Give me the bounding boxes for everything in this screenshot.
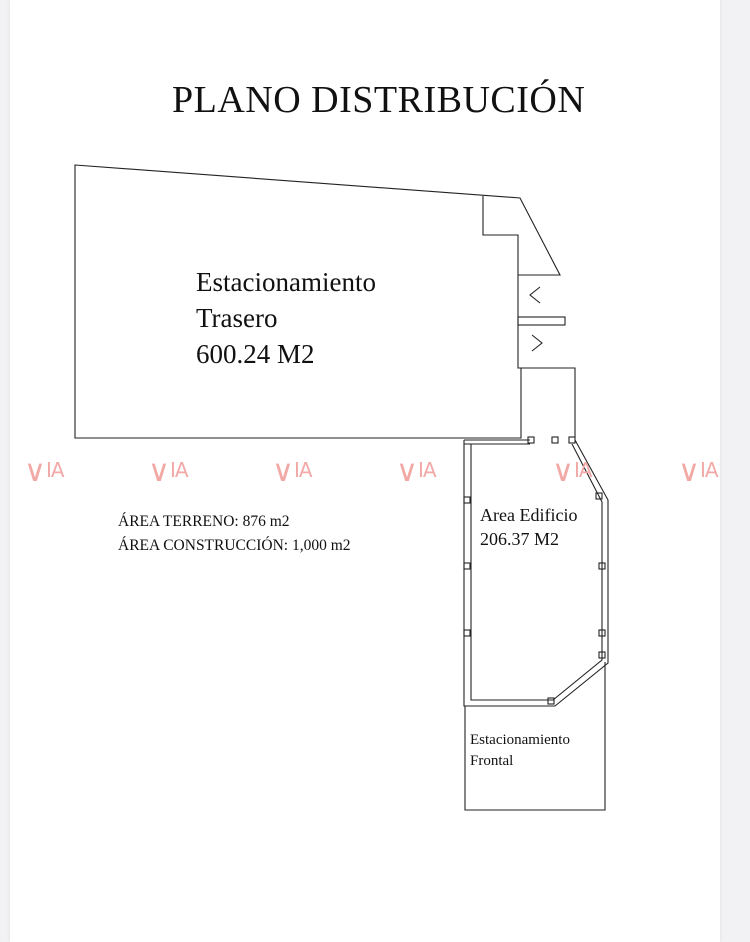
rear-parking-label — [196, 264, 376, 372]
watermark-logo: ∨IA — [396, 454, 436, 489]
area-summary — [118, 510, 351, 558]
watermark-logo: ∨IA — [24, 454, 64, 489]
construction-area-text: ÁREA CONSTRUCCIÓN: 1,000 m2 — [118, 537, 351, 554]
rear-parking-name-line2: Trasero — [196, 303, 278, 333]
watermark-logo: ∨IA — [678, 454, 718, 489]
plan-title: PLANO DISTRIBUCIÓN — [172, 79, 586, 121]
land-area-text: ÁREA TERRENO: 876 m2 — [118, 513, 290, 530]
gate-arrow-right-icon — [532, 335, 542, 351]
rear-parking-name-line1: Estacionamiento — [196, 267, 376, 297]
building-label — [480, 503, 577, 551]
access-corridor-outline — [521, 368, 575, 438]
rear-parking-notch — [483, 196, 518, 275]
watermark-logo: ∨IA — [552, 454, 592, 489]
gate-post — [518, 317, 565, 325]
front-parking-name-line1: Estacionamiento — [470, 732, 570, 748]
watermark-logo: ∨IA — [148, 454, 188, 489]
front-parking-name-line2: Frontal — [470, 753, 514, 769]
gate-arrow-left-icon — [530, 287, 540, 303]
watermark-logo: ∨IA — [272, 454, 312, 489]
building-name: Area Edificio — [480, 505, 578, 525]
building-area: 206.37 M2 — [480, 529, 560, 549]
rear-parking-area: 600.24 M2 — [196, 339, 315, 369]
building-top-wall — [464, 440, 530, 444]
front-parking-label — [470, 730, 570, 772]
